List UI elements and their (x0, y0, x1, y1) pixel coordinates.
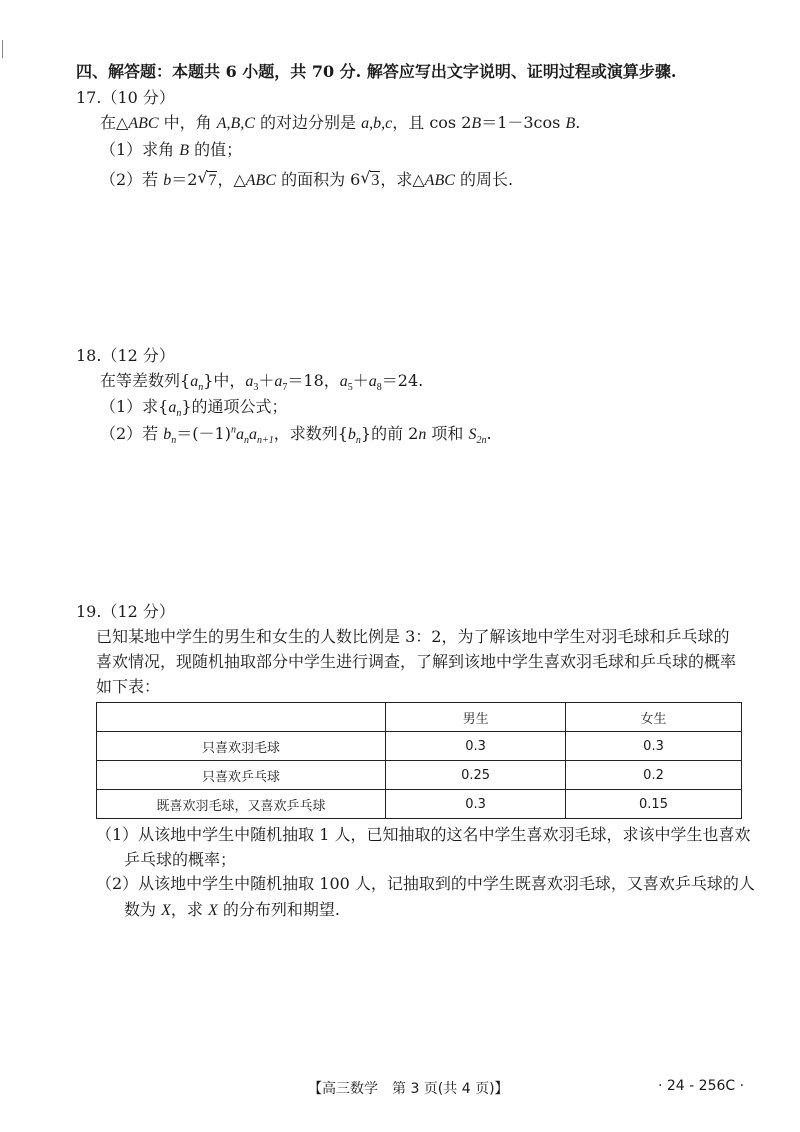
table-cell: 0.3 (386, 732, 566, 761)
page-footer-label: 【高三数学 第 3 页(共 4 页)】 (308, 1081, 509, 1097)
table-row (97, 732, 742, 761)
q17-part2: （2）若 b＝2 √ 7，△ABC 的面积为 6 √ 3，求△ABC 的周长. (100, 168, 514, 189)
table-cell: 0.15 (566, 790, 742, 819)
probability-table (96, 702, 742, 819)
table-cell: 既喜欢羽毛球，又喜欢乒乓球 (97, 790, 386, 819)
scan-edge-mark (2, 40, 3, 58)
q19-number: 19.（12 分） (76, 602, 175, 621)
table-cell: 0.3 (566, 732, 742, 761)
q19-part2-line-2: 数为 X，求 X 的分布列和期望. (124, 900, 340, 919)
q18-number: 18.（12 分） (76, 346, 175, 365)
q19-stem-line-3: 如下表： (96, 677, 161, 696)
table-header-row (97, 703, 742, 732)
q19-stem-line-2: 喜欢情况，现随机抽取部分中学生进行调查，了解到该地中学生喜欢羽毛球和乒乓球的概率 (96, 652, 737, 671)
q19-stem-line-1: 已知某地中学生的男生和女生的人数比例是 3：2，为了解该地中学生对羽毛球和乒乓球的 (96, 627, 730, 646)
table-header-cell (97, 703, 386, 732)
table-cell: 0.2 (566, 761, 742, 790)
q17-stem: 在△ABC 中，角 A,B,C 的对边分别是 a,b,c，且 cos 2B＝1－3cos B. (100, 113, 581, 132)
q17-part1: （1）求角 B 的值； (100, 140, 243, 159)
q17-number: 17.（10 分） (76, 88, 175, 107)
exam-code: · 24 - 256C · (658, 1078, 745, 1094)
q19-part1-line-1: （1）从该地中学生中随机抽取 1 人，已知抽取的这名中学生喜欢羽毛球，求该中学生也喜欢 (96, 825, 751, 844)
table-cell: 只喜欢羽毛球 (97, 732, 386, 761)
q19-part2-line-1: （2）从该地中学生中随机抽取 100 人，记抽取到的中学生既喜欢羽毛球，又喜欢乒乓球的人 (96, 874, 755, 893)
table-cell: 只喜欢乒乓球 (97, 761, 386, 790)
table-cell: 0.25 (386, 761, 566, 790)
q18-part2: （2）若 $b_n=(-1)^na_na_{n+1}$，求数列$\{b_n\}$的前 2n 项和 $S_{2n}$. (100, 424, 492, 447)
q18-part1: （1）求$\{a_n\}$的通项公式； (100, 397, 288, 420)
q19-part1-line-2: 乒乓球的概率； (124, 850, 237, 869)
section-title: 四、解答题：本题共 6 小题，共 70 分. 解答应写出文字说明、证明过程或演算步骤. (76, 62, 677, 81)
table-header-cell: 男生 (386, 703, 566, 732)
table-row (97, 761, 742, 790)
q18-stem: 在等差数列$\{a_n\}$中，$a_3+a_7=18$，$a_5+a_8=24$. (100, 371, 424, 394)
table-row (97, 790, 742, 819)
table-cell: 0.3 (386, 790, 566, 819)
table-header-cell: 女生 (566, 703, 742, 732)
